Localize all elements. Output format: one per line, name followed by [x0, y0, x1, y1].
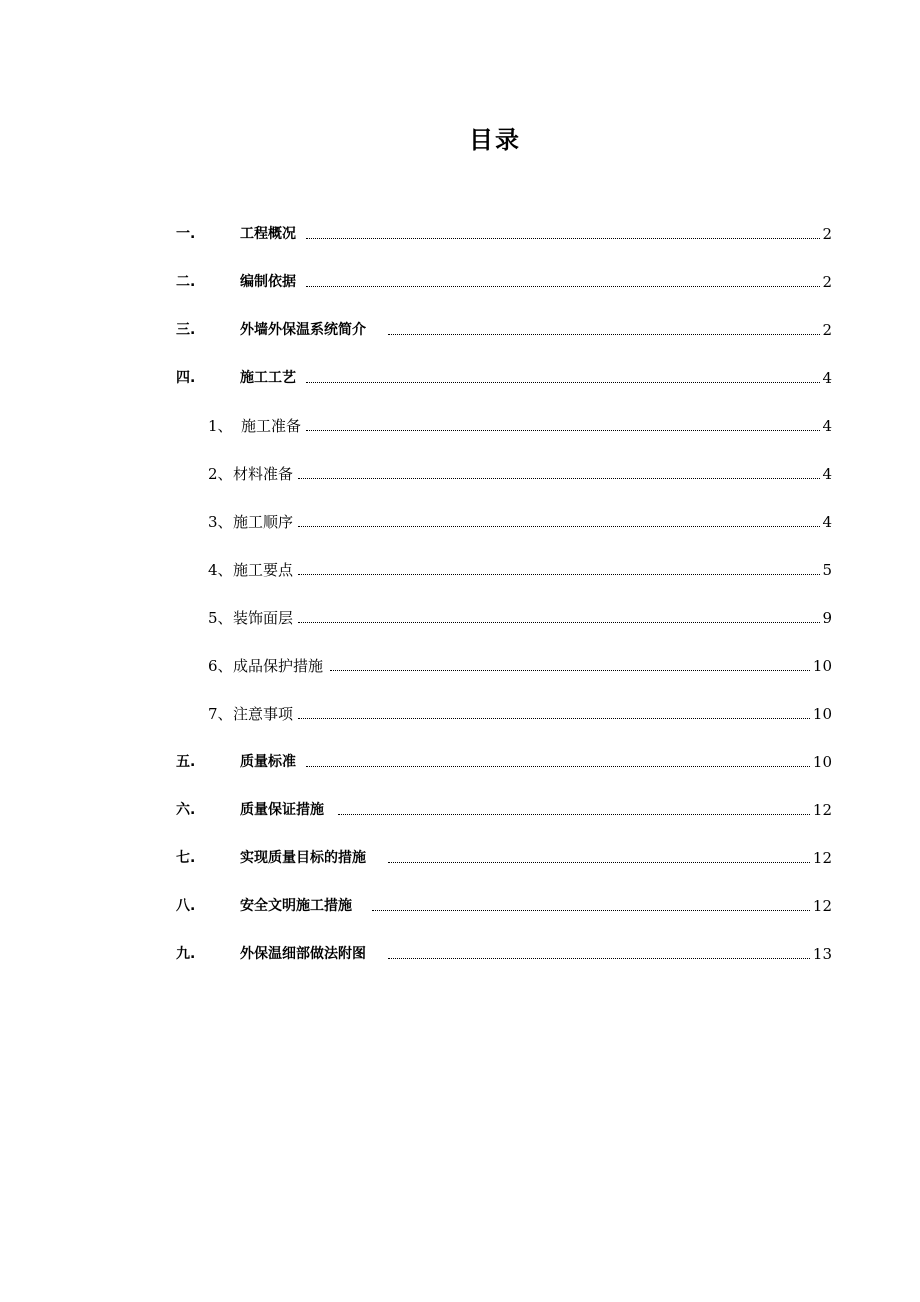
- toc-entry[interactable]: [0, 606, 920, 630]
- toc-entry-page: 10: [811, 654, 832, 678]
- toc-entry[interactable]: [0, 318, 920, 342]
- toc-entry-number: 七.: [176, 850, 196, 866]
- toc-entry-number: 四.: [176, 370, 196, 386]
- toc-entry-label: 施工顺序: [233, 510, 296, 534]
- toc-entry[interactable]: [0, 510, 920, 534]
- toc-entry[interactable]: [0, 846, 920, 870]
- toc-entry[interactable]: [0, 654, 920, 678]
- dot-leader: [330, 670, 818, 671]
- dot-leader: [306, 766, 818, 767]
- toc-entry-page: 4: [820, 366, 832, 390]
- toc-entry-label: 注意事项: [233, 702, 296, 726]
- toc-entry-page: 2: [820, 270, 832, 294]
- toc-entry-number: 3、: [208, 513, 233, 531]
- toc-entry-number: 7、: [208, 705, 233, 723]
- toc-entry[interactable]: [0, 942, 920, 966]
- dot-leader: [298, 574, 826, 575]
- toc-entry-page: 5: [820, 558, 832, 582]
- dot-leader: [306, 430, 826, 431]
- dot-leader: [306, 382, 826, 383]
- toc-entry-page: 12: [811, 894, 832, 918]
- dot-leader: [306, 238, 826, 239]
- toc-entry-page: 10: [811, 750, 832, 774]
- toc-entry-label: 材料准备: [233, 462, 296, 486]
- toc-entry-number: 一.: [176, 226, 196, 242]
- dot-leader: [306, 286, 826, 287]
- toc-entry-label: 编制依据: [240, 270, 299, 294]
- toc-entry[interactable]: [0, 414, 920, 438]
- toc-entry-page: 4: [820, 510, 832, 534]
- dot-leader: [388, 958, 818, 959]
- toc-entry[interactable]: [0, 798, 920, 822]
- toc-entry[interactable]: [0, 702, 920, 726]
- dot-leader: [388, 862, 818, 863]
- toc-entry-number: 二.: [176, 274, 196, 290]
- toc-entry-number: 1、: [208, 417, 233, 435]
- toc-entry-label: 实现质量目标的措施: [240, 846, 369, 870]
- dot-leader: [298, 478, 826, 479]
- toc-entry-number: 5、: [208, 609, 233, 627]
- toc-entry-label: 成品保护措施: [233, 654, 326, 678]
- toc-entry-number: 八.: [176, 898, 196, 914]
- toc-entry[interactable]: [0, 894, 920, 918]
- toc-entry-label: 外保温细部做法附图: [240, 942, 369, 966]
- dot-leader: [338, 814, 818, 815]
- toc-entry-page: 9: [820, 606, 832, 630]
- toc-entry[interactable]: [0, 222, 920, 246]
- toc-entry-label: 外墙外保温系统简介: [240, 318, 369, 342]
- toc-entry-label: 施工要点: [233, 558, 296, 582]
- toc-entry-number: 五.: [176, 754, 196, 770]
- toc-entry-page: 4: [820, 462, 832, 486]
- toc-entry-page: 4: [820, 414, 832, 438]
- toc-entry-label: 安全文明施工措施: [240, 894, 355, 918]
- toc-entry-number: 九.: [176, 946, 196, 962]
- toc-entry-label: 施工准备: [241, 414, 304, 438]
- toc-entry-number: 六.: [176, 802, 196, 818]
- toc-entry[interactable]: [0, 558, 920, 582]
- toc-entry[interactable]: [0, 270, 920, 294]
- toc-entry-page: 12: [811, 798, 832, 822]
- dot-leader: [388, 334, 826, 335]
- toc-entry-page: 12: [811, 846, 832, 870]
- dot-leader: [298, 622, 826, 623]
- toc-entry-number: 2、: [208, 465, 233, 483]
- toc-entry[interactable]: [0, 366, 920, 390]
- toc-entry-label: 质量保证措施: [240, 798, 327, 822]
- dot-leader: [298, 526, 826, 527]
- dot-leader: [372, 910, 818, 911]
- toc-entry-page: 10: [811, 702, 832, 726]
- toc-entry-page: 2: [820, 318, 832, 342]
- toc-entry-label: 工程概况: [240, 222, 299, 246]
- page-title: 目录: [469, 126, 521, 154]
- toc-entry-label: 装饰面层: [233, 606, 296, 630]
- toc-entry-label: 施工工艺: [240, 366, 299, 390]
- toc-entry[interactable]: [0, 750, 920, 774]
- toc-entry-number: 三.: [176, 322, 196, 338]
- toc-entry-number: 6、: [208, 657, 233, 675]
- toc-entry-page: 13: [811, 942, 832, 966]
- toc-entry-number: 4、: [208, 561, 233, 579]
- toc-entry-label: 质量标准: [240, 750, 299, 774]
- dot-leader: [298, 718, 818, 719]
- toc-entry[interactable]: [0, 462, 920, 486]
- toc-entry-page: 2: [820, 222, 832, 246]
